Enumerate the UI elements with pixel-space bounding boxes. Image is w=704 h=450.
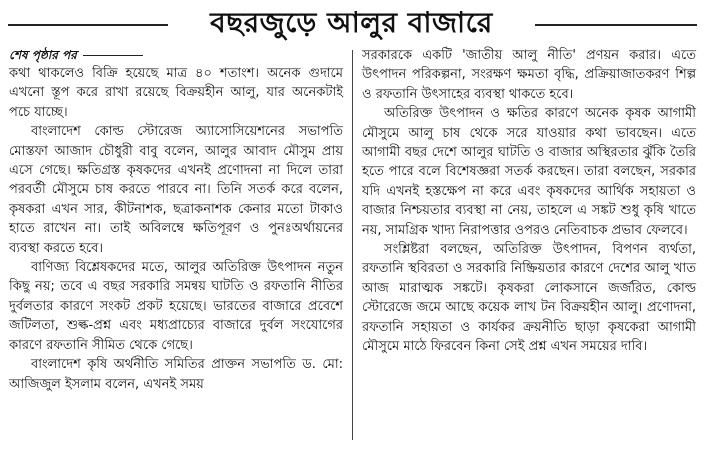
headline: বছরজুড়ে আলুর বাজারে — [210, 6, 493, 39]
headline-rule-right — [535, 24, 697, 26]
article-column-right — [362, 46, 696, 357]
paragraph: বাংলাদেশ কোল্ড স্টোরেজ অ্যাসোসিয়েশনের সভাপতি মোস্তফা আজাদ চৌধুরী বাবু বলেন, আলুর আবাদ মৌসুম প্রায় এসে গেছে। ক্ষতিগ্রস্ত কৃষকদের এখনই প্রণোদনা না দিলে তারা পরবর্তী মৌসুমে চাষ করতে পারবে না। তিনি সতর্ক করে বলেন, কৃষকরা এখন সার, কীটনাশক, ছত্রাকনাশক কেনার মতো টাকাও হাতে রাখেন না। তাই অবিলম্বে ক্ষতিপূরণ ও পুনঃঅর্থায়নের ব্যবস্থা করতে হবে। — [9, 124, 343, 256]
paragraph: বাণিজ্য বিশ্লেষকদের মতে, আলুর অতিরিক্ত উৎপাদন নতুন কিছু নয়; তবে এ বছর সরকারি সমন্বয় ঘাটতি ও রফতানি নীতির দুর্বলতার কারণে সংকট প্রকট হয়েছে। ভারতের বাজারে প্রবেশে জটিলতা, শুল্ক-প্রশ্ন এবং মধ্যপ্রাচ্যের বাজারে দুর্বল সংযোগের কারণে রফতানি সীমিত থেকে গেছে। — [9, 260, 343, 353]
continued-label-text: শেষ পৃষ্ঠার পর — [9, 48, 77, 62]
paragraph: সংশ্লিষ্টরা বলছেন, অতিরিক্ত উৎপাদন, বিপণন ব্যর্থতা, রফতানি স্থবিরতা ও সরকারি নিষ্ক্রিয়তার কারণে দেশের আলু খাত আজ মারাত্মক সঙ্কটে। কৃষকরা লোকসানে জর্জরিত, কোল্ড স্টোরেজে জমে আছে কয়েক লাখ টন বিক্রয়হীন আলু। প্রণোদনা, রফতানি সহায়তা ও কার্যকর ক্রয়নীতি ছাড়া কৃষকেরা আগামী মৌসুমে মাঠে ফিরবেন কিনা সেই প্রশ্ন এখন সময়ের দাবি। — [362, 242, 696, 355]
continued-from-label — [9, 46, 343, 64]
headline-rule-left — [8, 24, 168, 26]
paragraph: অতিরিক্ত উৎপাদন ও ক্ষতির কারণে অনেক কৃষক আগামী মৌসুমে আলু চাষ থেকে সরে যাওয়ার কথা ভাবছেন। এতে আগামী বছর দেশে আলুর ঘাটতি ও বাজার অস্থিরতার ঝুঁকি তৈরি হতে পারে বলে বিশেষজ্ঞরা সতর্ক করছেন। তারা বলছেন, সরকার যদি এখনই হস্তক্ষেপ না করে এবং কৃষকদের আর্থিক সহায়তা ও বাজার নিশ্চয়তার ব্যবস্থা না নেয়, তাহলে এ সঙ্কট শুধু কৃষি খাতে নয়, সামগ্রিক খাদ্য নিরাপত্তার ওপরও নেতিবাচক প্রভাব ফেলবে। — [362, 106, 696, 238]
paragraph: কথা থাকলেও বিক্রি হয়েছে মাত্র ৪০ শতাংশ। অনেক গুদামে এখনো স্তূপ করে রাখা রয়েছে বিক্রয়হীন আলু, যার অনেকটাই পচে যাচ্ছে। — [9, 66, 343, 120]
column-divider — [352, 50, 353, 440]
paragraph: সরকারকে একটি 'জাতীয় আলু নীতি' প্রণয়ন করার। এতে উৎপাদন পরিকল্পনা, সংরক্ষণ ক্ষমতা বৃদ্ধি, প্রক্রিয়াজাতকরণ শিল্প ও রফতানি উৎসাহের ব্যবস্থা থাকতে হবে। — [362, 48, 696, 102]
article-column-left — [9, 46, 343, 394]
continued-rule — [83, 55, 143, 56]
paragraph: বাংলাদেশ কৃষি অর্থনীতি সমিতির প্রাক্তন সভাপতি ড. মো: আজিজুল ইসলাম বলেন, এখনই সময় — [9, 357, 343, 392]
headline-banner — [0, 0, 704, 46]
